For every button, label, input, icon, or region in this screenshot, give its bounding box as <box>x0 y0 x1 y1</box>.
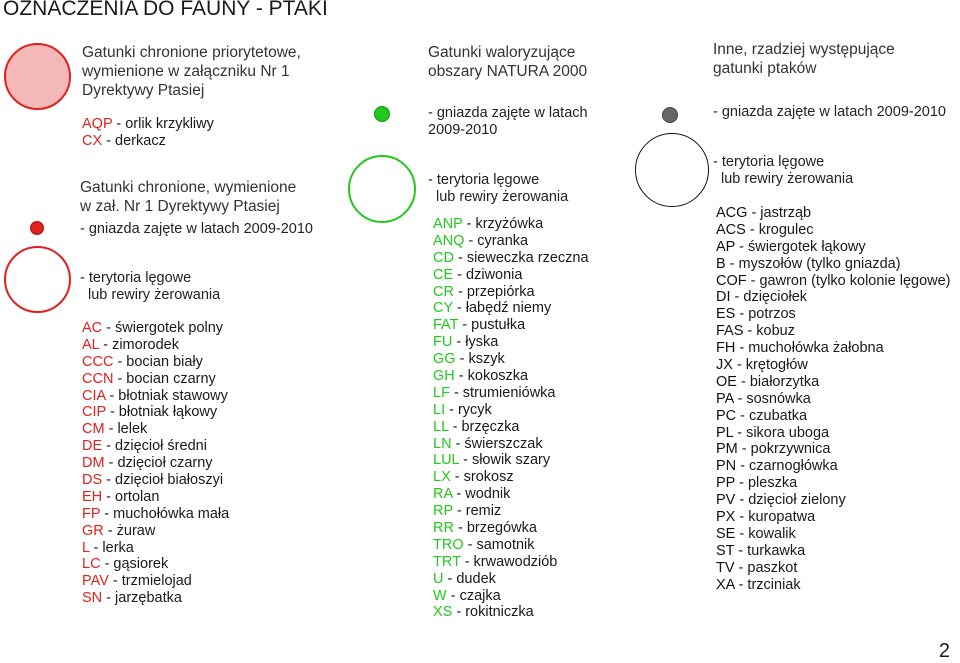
list-item: LUL - słowik szary <box>433 452 551 469</box>
list-item: GH - kokoszka <box>433 368 529 385</box>
col3-territories-label: - terytoria lęgowe lub rewiry żerowania <box>713 154 854 187</box>
territory-circle-black-icon <box>635 133 709 207</box>
list-item: LN - świerszczak <box>433 435 543 452</box>
list-item: PM - pokrzywnica <box>716 441 831 458</box>
list-item: FH - muchołówka żałobna <box>716 340 884 357</box>
list-item: OE - białorzytka <box>716 373 820 390</box>
list-item: CX - derkacz <box>82 133 166 149</box>
list-item: U - dudek <box>433 570 496 587</box>
page-title: OZNACZENIA DO FAUNY - PTAKI <box>3 0 328 20</box>
list-item: CE - dziwonia <box>433 266 523 283</box>
list-item: B - myszołów (tylko gniazda) <box>716 255 901 272</box>
col3-species-list <box>716 205 951 593</box>
list-item: LF - strumieniówka <box>433 384 556 401</box>
list-item: CCC - bocian biały <box>82 353 203 370</box>
col2-header: Gatunki waloryzujące obszary NATURA 2000 <box>428 44 588 80</box>
list-item: CIP - błotniak łąkowy <box>82 404 218 421</box>
list-item: CY - łabędź niemy <box>433 300 552 317</box>
page-number: 2 <box>938 640 950 662</box>
list-item: TV - paszkot <box>716 559 798 576</box>
list-item: DS - dzięcioł białoszyi <box>82 472 224 489</box>
list-item: CM - lelek <box>82 421 148 438</box>
col3-nests-label: - gniazda zajęte w latach 2009-2010 <box>713 104 946 120</box>
list-item: XA - trzciniak <box>716 576 801 593</box>
list-item: PX - kuropatwa <box>716 509 816 526</box>
list-item: PV - dzięcioł zielony <box>716 492 846 509</box>
list-item: EH - ortolan <box>82 488 160 505</box>
list-item: RA - wodnik <box>433 486 511 503</box>
territory-circle-green-icon <box>348 155 416 223</box>
list-item: W - czajka <box>433 587 501 604</box>
priority-territory-circle-icon <box>4 43 71 110</box>
list-item: CD - sieweczka rzeczna <box>433 249 589 266</box>
col1-header: Gatunki chronione priorytetowe, wymienione w załączniku Nr 1 Dyrektywy Ptasiej <box>82 44 301 99</box>
list-item: AP - świergotek łąkowy <box>716 238 866 255</box>
list-item: FAT - pustułka <box>433 317 526 334</box>
list-item: ST - turkawka <box>716 542 806 559</box>
list-item: PAV - trzmielojad <box>82 573 192 590</box>
col1-nests-label: - gniazda zajęte w latach 2009-2010 <box>80 221 313 237</box>
list-item: CIA - błotniak stawowy <box>82 387 228 404</box>
list-item: PA - sosnówka <box>716 390 811 407</box>
nest-dot-gray-icon <box>662 107 678 123</box>
list-item: PC - czubatka <box>716 407 808 424</box>
list-item: XS - rokitniczka <box>433 604 534 621</box>
list-item: LI - rycyk <box>433 401 492 418</box>
list-item: LL - brzęczka <box>433 418 520 435</box>
col2-territories-label: - terytoria lęgowe lub rewiry żerowania <box>428 172 569 205</box>
nest-dot-red-icon <box>30 221 44 235</box>
col1-sub-header: Gatunki chronione, wymienione w zał. Nr 1 Dyrektywy Ptasiej <box>80 179 297 215</box>
col3-header: Inne, rzadziej występujące gatunki ptaków <box>713 41 895 77</box>
list-item: DI - dzięciołek <box>716 289 808 306</box>
list-item: CCN - bocian czarny <box>82 370 216 387</box>
list-item: ANQ - cyranka <box>433 232 529 249</box>
list-item: FAS - kobuz <box>716 323 795 340</box>
list-item: DE - dzięcioł średni <box>82 438 207 455</box>
list-item: PL - sikora uboga <box>716 424 830 441</box>
col1-priority-list <box>82 116 214 150</box>
col2-nests-label: - gniazda zajęte w latach 2009-2010 <box>428 105 588 138</box>
list-item: RP - remiz <box>433 503 502 520</box>
list-item: SE - kowalik <box>716 525 796 542</box>
list-item: GG - kszyk <box>433 351 505 368</box>
list-item: AC - świergotek polny <box>82 320 224 336</box>
list-item: COF - gawron (tylko kolonie lęgowe) <box>716 272 951 289</box>
list-item: AL - zimorodek <box>82 336 179 353</box>
list-item: FP - muchołówka mała <box>82 505 230 522</box>
col1-species-list <box>82 320 229 607</box>
list-item: ES - potrzos <box>716 306 796 323</box>
list-item: LX - srokosz <box>433 469 514 486</box>
nest-dot-green-icon <box>374 106 390 122</box>
list-item: GR - żuraw <box>82 522 156 539</box>
list-item: L - lerka <box>82 539 134 556</box>
list-item: PP - pleszka <box>716 475 798 492</box>
col2-species-list <box>433 216 589 621</box>
list-item: SN - jarzębatka <box>82 590 182 607</box>
list-item: TRT - krwawodziób <box>433 553 558 570</box>
list-item: ANP - krzyżówka <box>433 216 544 232</box>
list-item: TRO - samotnik <box>433 536 535 553</box>
list-item: LC - gąsiorek <box>82 556 169 573</box>
territory-circle-red-icon <box>4 246 71 313</box>
list-item: ACG - jastrząb <box>716 205 812 221</box>
list-item: CR - przepiórka <box>433 283 535 300</box>
list-item: DM - dzięcioł czarny <box>82 455 213 472</box>
list-item: AQP - orlik krzykliwy <box>82 116 214 132</box>
list-item: FU - łyska <box>433 334 499 351</box>
list-item: RR - brzegówka <box>433 520 537 537</box>
list-item: PN - czarnogłówka <box>716 458 838 475</box>
list-item: JX - krętogłów <box>716 357 808 374</box>
col1-territories-label: - terytoria lęgowe lub rewiry żerowania <box>80 270 221 303</box>
list-item: ACS - krogulec <box>716 221 814 238</box>
